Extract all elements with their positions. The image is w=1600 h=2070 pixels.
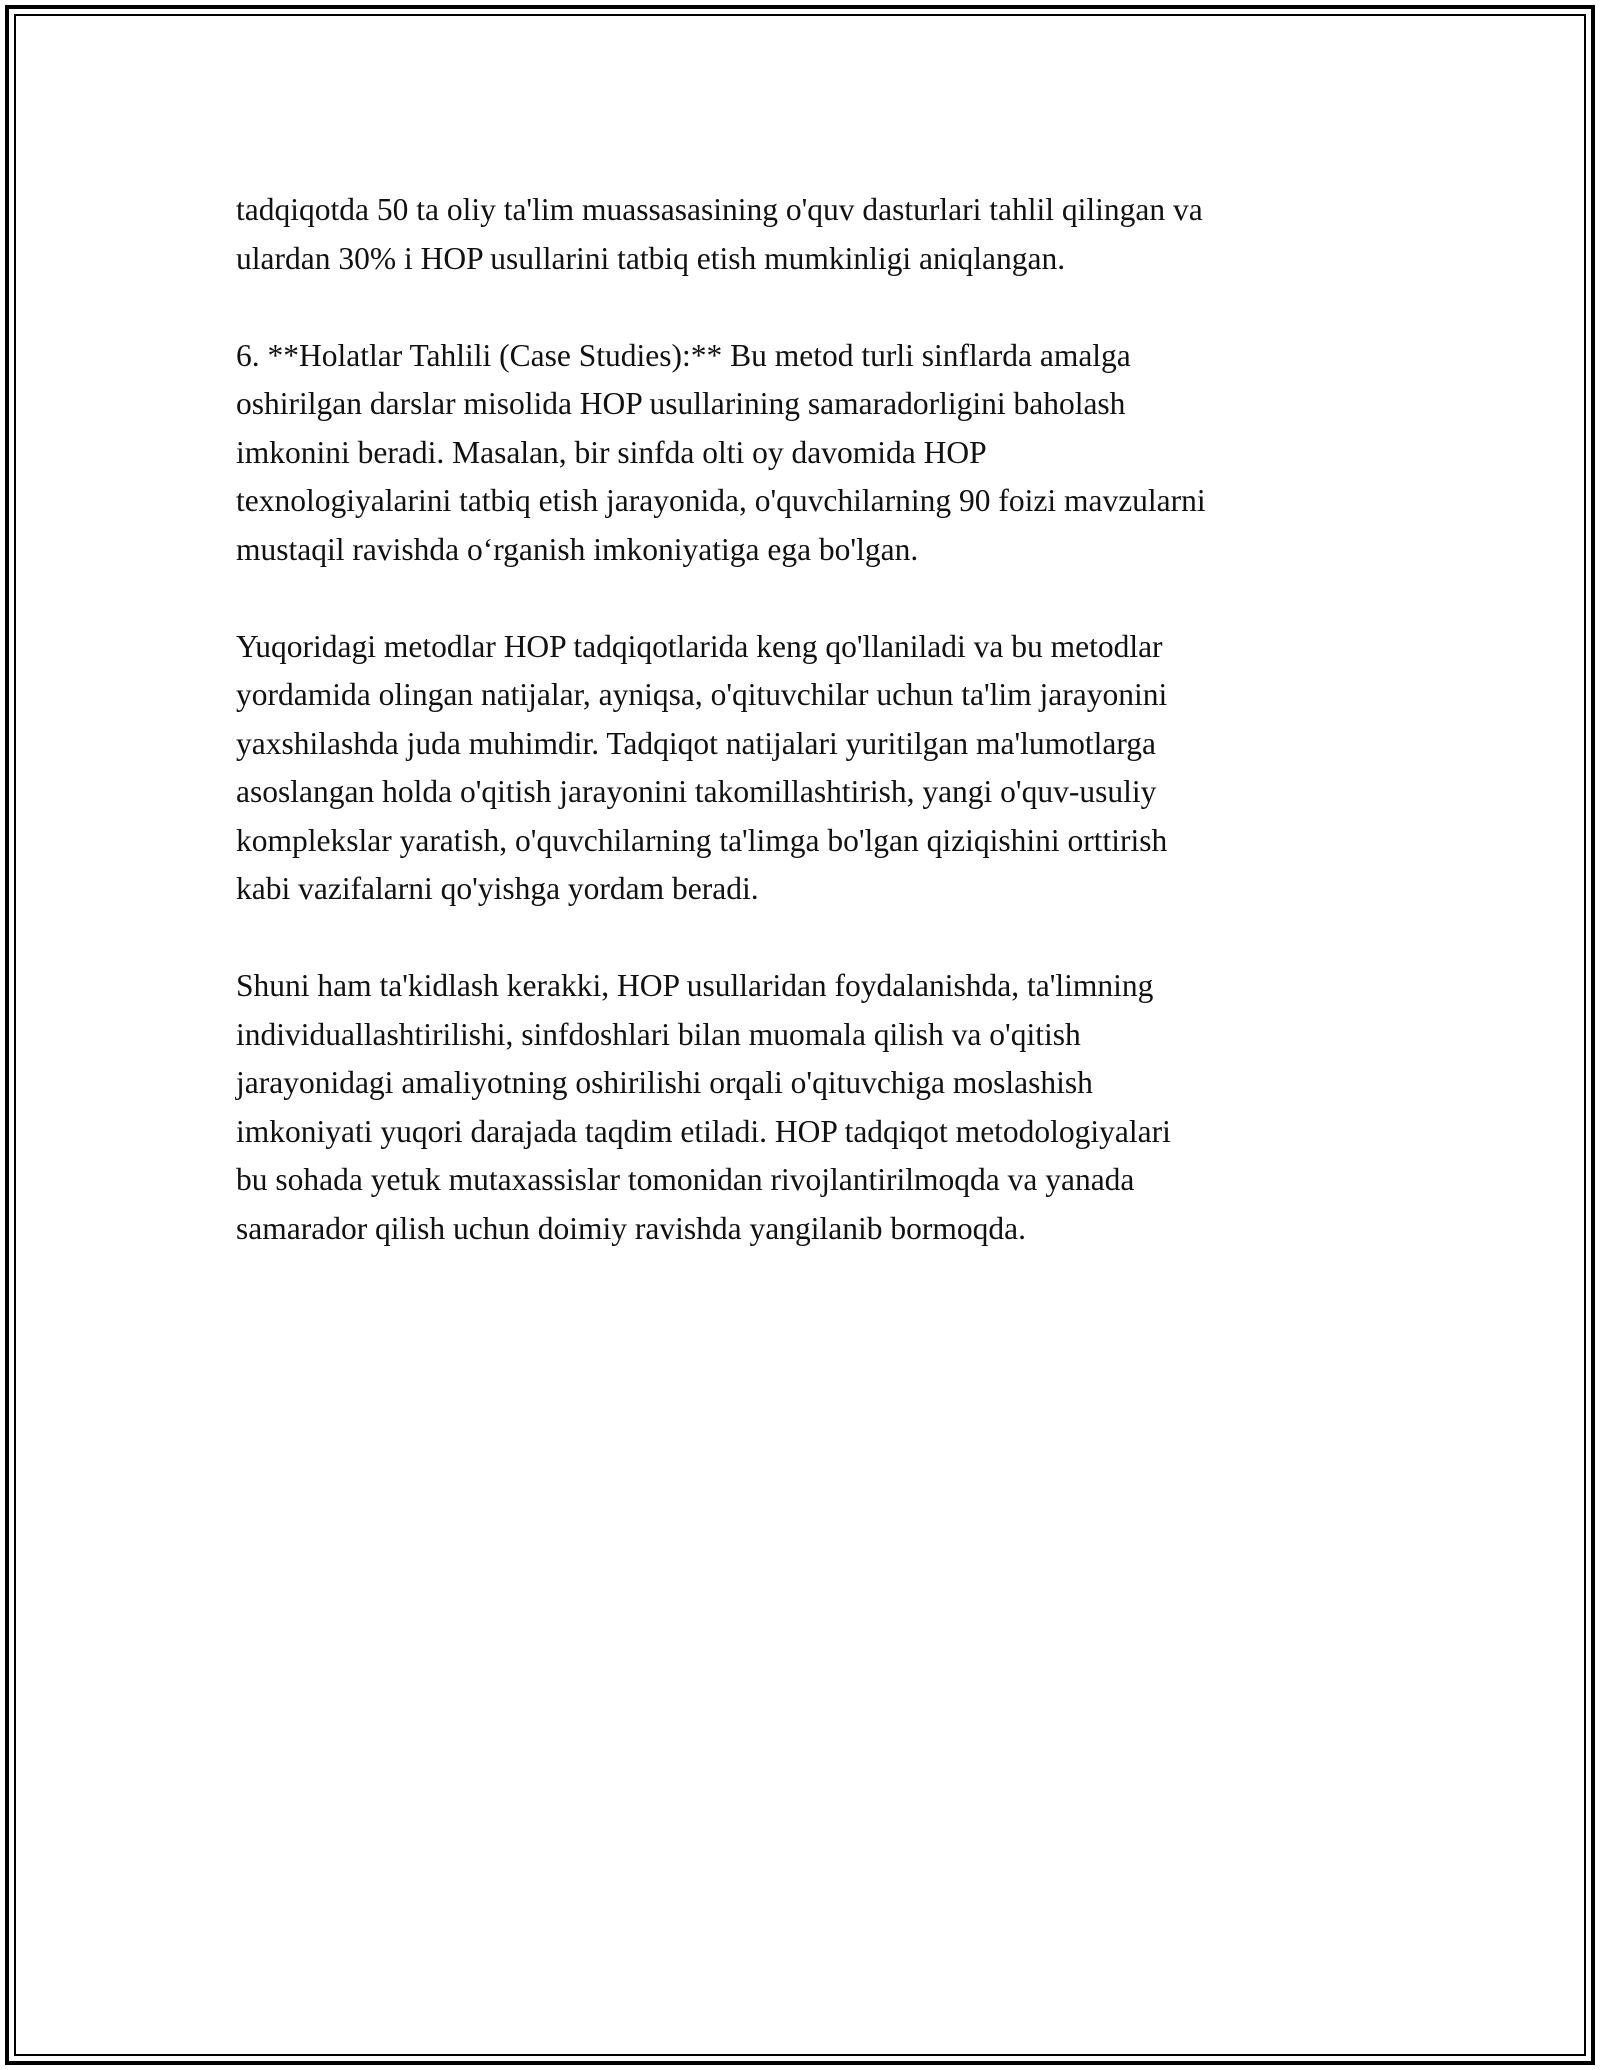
document-body [236, 186, 1386, 1302]
text-line: komplekslar yaratish, o'quvchilarning ta'limga bo'lgan qiziqishini orttirish [236, 822, 1168, 858]
text-line: asoslangan holda o'qitish jarayonini takomillashtirish, yangi o'quv-usuliy [236, 774, 1157, 809]
paragraph-conclusion [236, 962, 1386, 1253]
text-line: Yuqoridagi metodlar HOP tadqiqotlarida keng qo'llaniladi va bu metodlar [236, 628, 1163, 664]
text-line: ulardan 30% i HOP usullarini tatbiq etish mumkinligi aniqlangan. [236, 240, 1066, 276]
paragraph-methods-summary [236, 623, 1386, 914]
text-line: individuallashtirilishi, sinfdoshlari bilan muomala qilish va o'qitish [236, 1016, 1081, 1052]
text-line: bu sohada yetuk mutaxassislar tomonidan rivojlantirilmoqda va yanada [236, 1162, 1135, 1197]
paragraph-case-studies [236, 332, 1386, 575]
text-line: 6. **Holatlar Tahlili (Case Studies):** Bu metod turli sinflarda amalga [236, 337, 1131, 373]
text-line: oshirilgan darslar misolida HOP usullarining samaradorligini baholash [236, 386, 1126, 421]
text-line: samarador qilish uchun doimiy ravishda yangilanib bormoqda. [236, 1210, 1026, 1246]
text-line: imkoniyati yuqori darajada taqdim etiladi. HOP tadqiqot metodologiyalari [236, 1113, 1171, 1149]
text-line: yaxshilashda juda muhimdir. Tadqiqot natijalari yuritilgan ma'lumotlarga [236, 725, 1157, 761]
text-line: Shuni ham ta'kidlash kerakki, HOP usullaridan foydalanishda, ta'limning [236, 968, 1154, 1003]
text-line: imkonini beradi. Masalan, bir sinfda olti oy davomida HOP [236, 434, 987, 470]
text-line: kabi vazifalarni qo'yishga yordam beradi. [236, 871, 759, 906]
text-line: mustaqil ravishda o‘rganish imkoniyatiga ega bo'lgan. [236, 531, 919, 567]
text-line: tadqiqotda 50 ta oliy ta'lim muassasasining o'quv dasturlari tahlil qilingan va [236, 192, 1203, 227]
text-line: jarayonidagi amaliyotning oshirilishi orqali o'qituvchiga moslashish [236, 1065, 1093, 1100]
text-line: texnologiyalarini tatbiq etish jarayonida, o'quvchilarning 90 foizi mavzularni [236, 483, 1206, 518]
text-line: yordamida olingan natijalar, ayniqsa, o'qituvchilar uchun ta'lim jarayonini [236, 677, 1168, 712]
paragraph-survey-results [236, 186, 1386, 283]
